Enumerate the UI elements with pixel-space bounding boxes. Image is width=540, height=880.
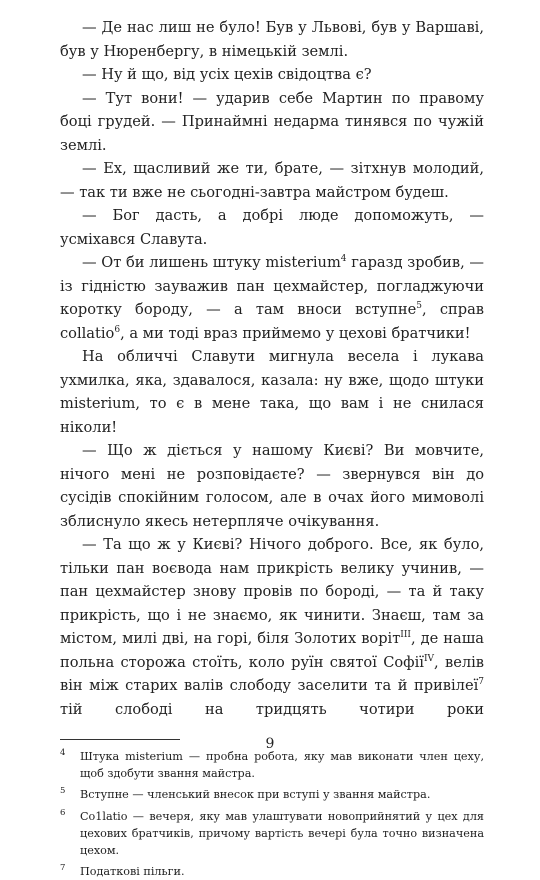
paragraph [60,63,484,87]
paragraph [60,204,484,251]
footnote-marker: 7 [478,677,484,688]
paragraph-text: — Де нас лиш не було! Був у Львові, був у Варшаві, був у Нюренбергу, в німецькій землі. [60,19,484,60]
footnote-number: 6 [60,807,66,818]
footnote [60,808,484,860]
footnote-text: Штука misterium — пробна робота, яку мав виконати член цеху, щоб здобути звання майстра. [80,750,484,781]
paragraph-text: , де наша польна сторожа стоїть, коло руїн святої Софії [60,630,484,671]
footnote-marker: 4 [340,254,347,265]
paragraph-text: — От би лишень штуку misterium [82,254,341,271]
footnote-marker: 5 [416,301,422,312]
paragraph-text: — Ну й що, від усіх цехів свідоцтва є? [82,66,372,83]
paragraph [60,345,484,439]
paragraph-text: , справ collatio [60,301,484,342]
paragraph-text: — Ех, щасливий же ти, брате, — зітхнув молодий, — так ти вже не сьогодні-завтра майстром будеш. [60,160,484,201]
paragraph [60,251,484,345]
paragraph-text: — Бог дасть, а добрі люде допоможуть, — усміхався Славута. [60,207,484,248]
footnote [60,786,484,803]
paragraph [60,157,484,204]
footnote-number: 4 [60,748,66,758]
footnote-number: 5 [60,786,66,797]
paragraph-text: , а ми тоді враз приймемо у цехові братчики! [120,324,471,342]
footnote-text: Податкові пільги. [80,865,185,879]
footnote-marker: III [400,630,411,641]
footnotes [60,748,484,880]
paragraph-text: — Тут вони! — ударив себе Мартин по правому боці грудей. — Принаймні недарма тинявся по чужій землі. [60,89,484,154]
paragraph-text: — Та що ж у Києві? Нічого доброго. Все, як було, тільки пан воєвода нам прикрість велику учинив, — пан цехмайстер знову провів по бороді, — та й таку прикрість, що і не знаємо, як чинити. Знаєш, там за містом, милі дві, на горі, біля Золотих воріт [60,536,484,647]
paragraph-text: гаразд зробив, — із гідністю зауважив пан цехмайстер, погладжуючи коротку бороду, — а там вноси вступне [60,254,484,318]
footnote [60,748,484,782]
page-number: 9 [265,736,275,752]
paragraph-text: — Що ж діється у нашому Києві? Ви мовчите, нічого мені не розповідаєте? — звернувся він до сусідів спокійним голосом, але в очах його мимоволі зблиснуло якесь нетерпляче очікування. [60,442,484,530]
paragraph [60,439,484,533]
paragraph [60,16,484,63]
paragraph-text: На обличчі Славути мигнула весела і лукава ухмилка, яка, здавалося, казала: ну вже, щодо штуки misterium, то є в мене така, що вам і не снилася ніколи! [60,348,484,436]
footnote-text: Co1latio — вечеря, яку мав улаштувати новоприйнятий у цех для цехових братчиків, причому вартість вечері була точно визначена цехом. [80,809,484,858]
footnote-text: Вступне — членський внесок при вступі у звання майстра. [80,788,431,802]
footnote-number: 7 [60,863,66,874]
paragraph-text: тій слободі на тридцять чотири роки [60,700,484,718]
paragraph-text: , велів він між старих валів слободу заселити та й привілеї [60,653,484,694]
footnote [60,863,484,880]
body-text [60,16,484,721]
footnote-marker: IV [423,653,434,664]
paragraph [60,533,484,721]
paragraph [60,87,484,158]
footnote-marker: 6 [114,324,121,335]
